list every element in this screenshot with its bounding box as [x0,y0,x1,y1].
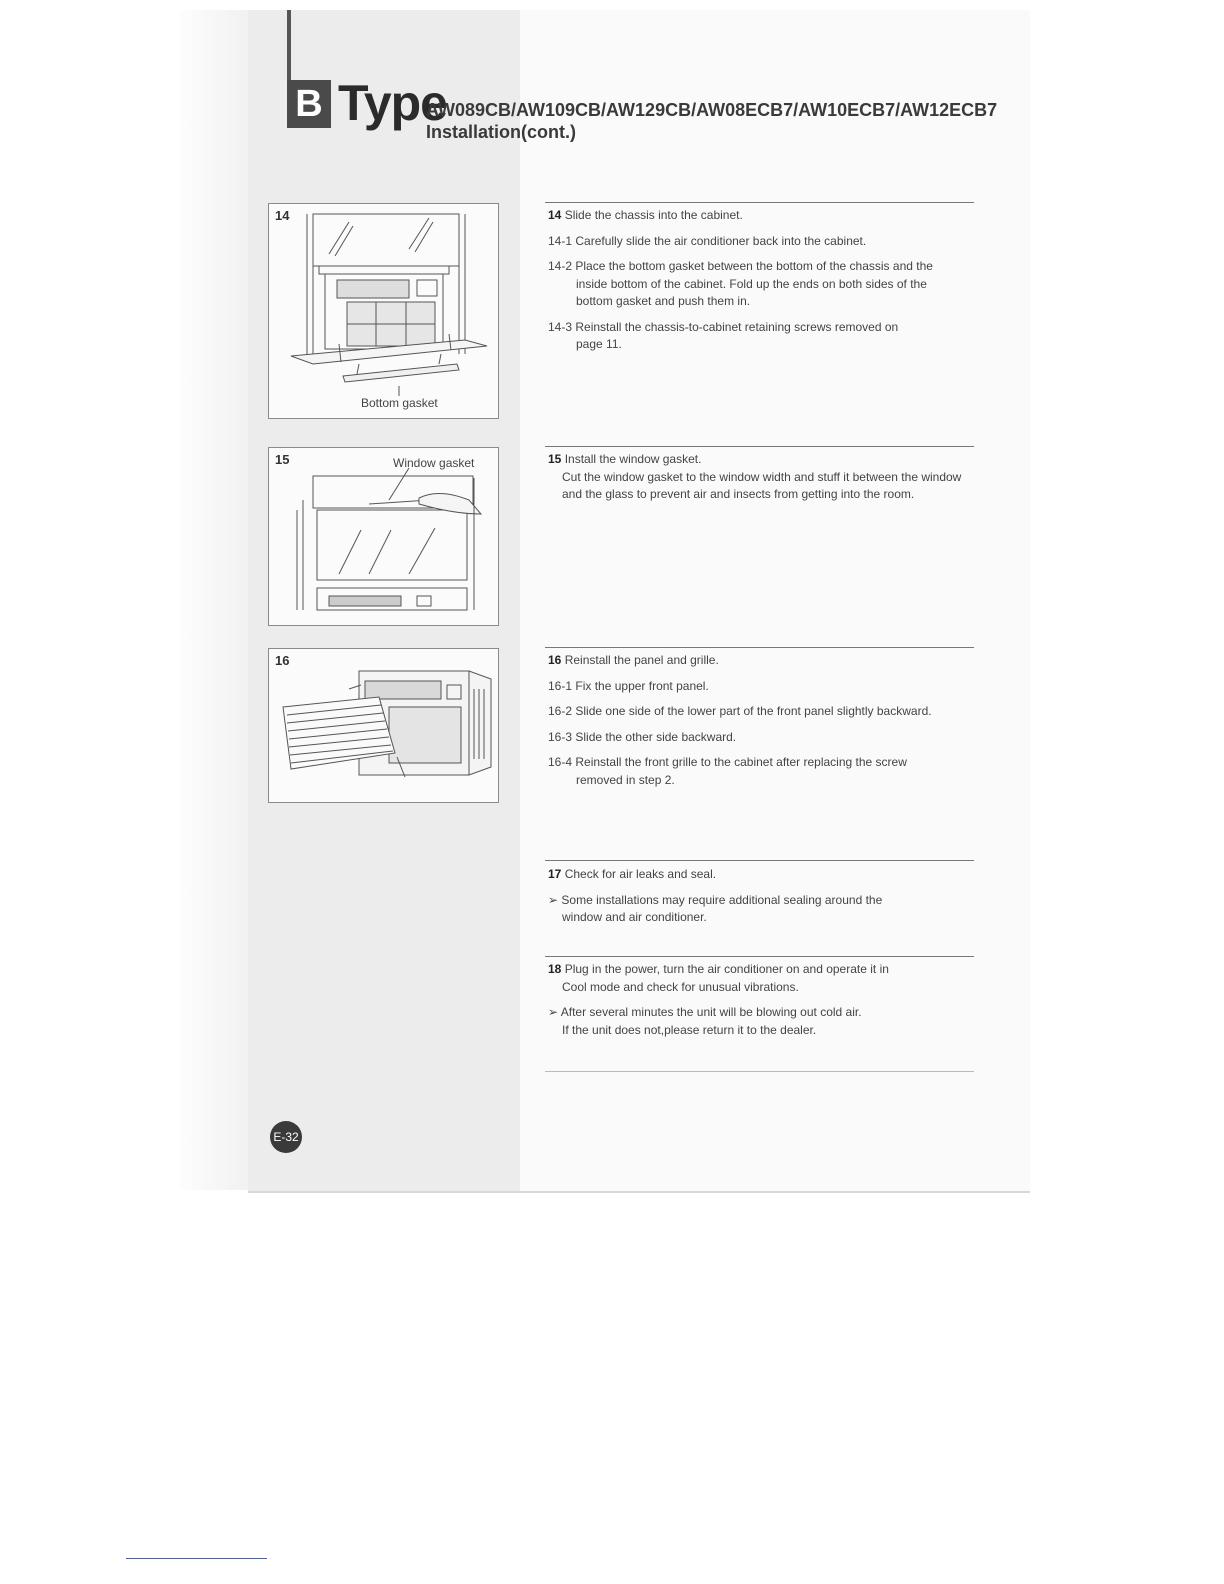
substep-text: bottom gasket and push them in. [576,294,751,308]
figure-number: 14 [275,208,290,223]
step-number: 15 [548,452,562,466]
substep-text: Slide the other side backward. [575,729,737,744]
step-number: 16 [548,653,562,667]
divider [545,956,974,957]
step-15 [548,451,973,512]
divider [545,446,974,447]
divider [545,860,974,861]
substep-number: 16-4 [548,755,573,769]
model-numbers: AW089CB/AW109CB/AW129CB/AW08ECB7/AW10ECB7/AW12ECB7 [426,100,998,120]
step-title: Check for air leaks and seal. [564,867,717,881]
figure-15 [268,447,499,626]
substep-number: 16-3 [548,729,573,744]
chassis-install-illustration [269,204,498,418]
page-number-badge: E-32 [270,1121,302,1153]
substep-number: 16-2 [548,704,573,718]
substep-number: 14-3 [548,319,573,334]
step-17 [548,866,973,935]
step-text: Cool mode and check for unusual vibrations. [562,979,799,994]
section-subtitle: Installation(cont.) [426,122,576,142]
step-title: Reinstall the panel and grille. [564,653,719,667]
scan-shadow [180,10,250,1190]
panel-grille-illustration [269,649,498,802]
step-text: Cut the window gasket to the window width and stuff it between the window [562,469,962,484]
step-title: Slide the chassis into the cabinet. [564,208,743,222]
figure-number: 16 [275,653,290,668]
step-number: 18 [548,962,562,976]
footer-link-underline [126,1558,267,1559]
substep-text: page 11. [576,337,622,351]
figure-number: 15 [275,452,290,467]
substep-number: 14-2 [548,259,573,273]
window-gasket-label: Window gasket [393,456,475,470]
step-title: Install the window gasket. [564,452,702,466]
divider [545,1071,974,1072]
step-number: 17 [548,867,562,881]
substep-text: Carefully slide the air conditioner back into the cabinet. [575,233,867,248]
window-gasket-illustration [269,448,498,625]
note-text: window and air conditioner. [562,910,707,924]
note-arrow-icon: ➢ [548,1005,559,1019]
substep-text: inside bottom of the cabinet. Fold up the ends on both sides of the [576,276,927,291]
substep-text: removed in step 2. [576,772,675,787]
note-arrow-icon: ➢ [548,892,559,907]
substep-text: Reinstall the front grille to the cabinet after replacing the screw [575,755,907,769]
substep-text: Place the bottom gasket between the bottom of the chassis and the [575,259,933,273]
note-text: Some installations may require additional sealing around the [561,892,883,907]
note-text: After several minutes the unit will be blowing out cold air. [560,1005,862,1019]
step-18 [548,961,973,1047]
step-number: 14 [548,208,562,222]
substep-text: Reinstall the chassis-to-cabinet retaining screws removed on [575,319,899,334]
step-text: and the glass to prevent air and insects from getting into the room. [562,487,915,501]
figure-14 [268,203,499,419]
substep-number: 14-1 [548,233,573,248]
step-14 [548,207,973,362]
step-16 [548,652,973,797]
divider [545,202,974,203]
divider [545,647,974,648]
bottom-gasket-label: Bottom gasket [361,396,438,410]
type-letter-badge: B [287,80,331,128]
type-heading: Type [338,75,447,131]
step-title: Plug in the power, turn the air conditioner on and operate it in [564,962,889,976]
substep-text: Slide one side of the lower part of the front panel slightly backward. [575,704,932,718]
page-bottom-edge [248,1191,1030,1193]
figure-16 [268,648,499,803]
note-text: If the unit does not,please return it to the dealer. [562,1022,817,1037]
substep-text: Fix the upper front panel. [575,678,709,693]
substep-number: 16-1 [548,678,573,693]
